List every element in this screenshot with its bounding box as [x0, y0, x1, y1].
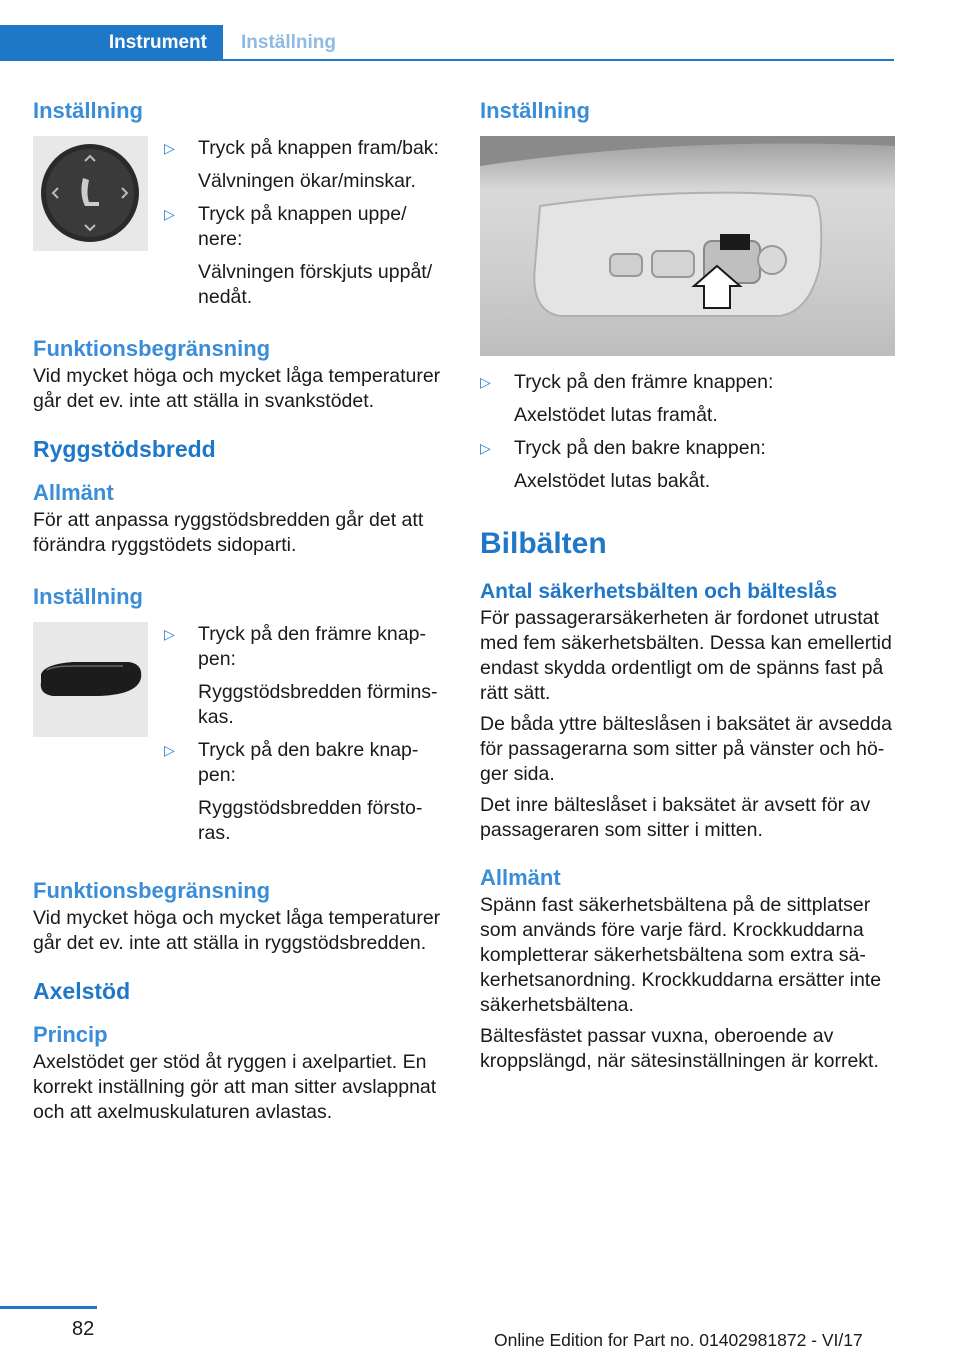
header-tabs: [0, 25, 894, 61]
paragraph: De båda yttre bälteslåsen i baksätet är avsedda för passagerarna som sitter på vänster och höger sida.: [480, 713, 892, 785]
header-rule: [0, 59, 894, 61]
tab-instrument[interactable]: Instrument: [0, 25, 223, 61]
section-title: Allmänt: [33, 480, 114, 505]
section-title: Inställning: [33, 98, 143, 123]
list-item: ▷ Tryck på den främre knappen: Ryggstödsbredden förminskas.: [164, 623, 438, 728]
paragraph: Vid mycket höga och mycket låga temperaturer går det ev. inte att ställa in svankstödet.: [33, 365, 441, 412]
edition-text: Online Edition for Part no. 01402981872 - VI/17: [494, 1330, 863, 1350]
chapter-heading: Bilbälten: [480, 527, 607, 560]
triangle-right-icon: ▷: [164, 206, 175, 222]
section-heading: Antal säkerhetsbälten och bälteslås: [480, 580, 838, 603]
list-item: ▷ Tryck på den främre knappen: Axelstödet lutas framåt.: [480, 371, 774, 426]
left-column: [33, 96, 448, 1125]
width-steps: [164, 622, 448, 846]
right-column: [480, 96, 898, 1074]
width-adjust-block: [33, 622, 448, 846]
seat-controls-photo: [480, 136, 895, 356]
triangle-right-icon: ▷: [480, 374, 491, 390]
lumbar-adjust-block: [33, 136, 448, 310]
section-title: Funktionsbegränsning: [33, 336, 271, 361]
section-title: Inställning: [480, 98, 590, 123]
page-number: 82: [72, 1318, 95, 1340]
triangle-right-icon: ▷: [164, 742, 175, 758]
paragraph: Det inre bälteslåset i baksätet är avsett för av passageraren som sitter i mitten.: [480, 794, 871, 841]
list-item: ▷ Tryck på den bakre knappen: Ryggstödsbredden förstoras.: [164, 739, 423, 844]
section-title: Allmänt: [480, 865, 561, 890]
width-button-image: [33, 622, 148, 737]
paragraph: Vid mycket höga och mycket låga temperaturer går det ev. inte att ställa in ryggstödsbredden.: [33, 907, 441, 954]
triangle-right-icon: ▷: [164, 140, 175, 156]
lumbar-controller-image: [33, 136, 148, 251]
paragraph: För att anpassa ryggstödsbredden går det att förändra ryggstödets sidoparti.: [33, 509, 424, 556]
section-heading: Axelstöd: [33, 978, 131, 1004]
paragraph: Spänn fast säkerhetsbältena på de sittplatser som används före varje färd. Krockkuddarna kompletterar säkerhetsbältena som extra säkerhetsanordning. Krockkuddarna ersätter inte säkerhetsbältena.: [480, 894, 882, 1016]
paragraph: Bältesfästet passar vuxna, oberoende av kroppslängd, när sätesinställningen är korrekt.: [480, 1025, 879, 1072]
list-item: ▷ Tryck på knappen fram/bak: Välvningen ökar/minskar.: [164, 137, 439, 192]
tab-installning[interactable]: Inställning: [241, 32, 336, 53]
paragraph: Axelstödet ger stöd åt ryggen i axelpartiet. En korrekt inställning gör att man sitter avslappnat och att axelmuskulaturen avlastas.: [33, 1051, 437, 1123]
paragraph: För passagerarsäkerheten är fordonet utrustat med fem säkerhetsbälten. Dessa kan emellertid endast skydda ordentligt om de spänns fast på rätt sätt.: [480, 607, 892, 704]
section-title: Funktionsbegränsning: [33, 878, 271, 903]
section-title: Inställning: [33, 584, 143, 609]
list-item: ▷ Tryck på knappen uppe/ nere: Välvningen förskjuts uppåt/ nedåt.: [164, 203, 433, 308]
section-title: Princip: [33, 1022, 108, 1047]
footer-rule: [0, 1306, 97, 1309]
lumbar-steps: [164, 136, 448, 310]
list-item: ▷ Tryck på den bakre knappen: Axelstödet lutas bakåt.: [480, 437, 766, 492]
triangle-right-icon: ▷: [480, 440, 491, 456]
section-heading: Ryggstödsbredd: [33, 436, 216, 462]
triangle-right-icon: ▷: [164, 626, 175, 642]
shoulder-steps: [480, 370, 898, 494]
